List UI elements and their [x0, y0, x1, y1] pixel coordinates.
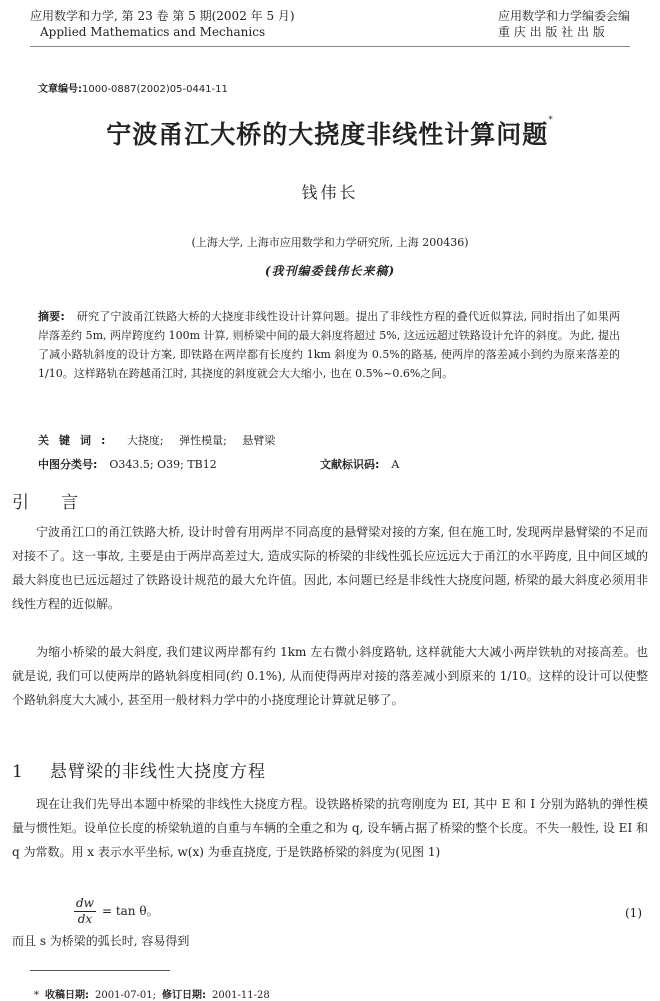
equation-numerator: dw — [76, 896, 94, 910]
journal-name-en: Applied Mathematics and Mechanics — [40, 25, 266, 39]
received-date: 2001-07-01; — [95, 990, 157, 1001]
paper-title — [0, 115, 660, 151]
keywords-label: 关键词: — [38, 434, 116, 447]
classification-number — [38, 456, 217, 472]
publisher-line-2: 重 庆 出 版 社 出 版 — [497, 25, 605, 39]
revised-label: 修订日期: — [162, 990, 207, 1001]
section-1-paragraph-text: 现在让我们先导出本题中桥梁的非线性大挠度方程。设铁路桥梁的抗弯刚度为 EI, 其中 E 和 I 分别为路轨的弹性模量与惯性矩。设单位长度的桥梁轨道的自重与车辆的全重之和为 q, 设车辆占据了桥梁的整个长度。不失一般性, 设 EI 和 q 为常数。用 x 表示水平坐标, w(x) 为垂直挠度, 于是铁路桥梁的斜度为(见图 1) — [12, 797, 648, 859]
equation-number: (1) — [625, 906, 642, 920]
footnote — [34, 986, 270, 1001]
document-code-value: A — [391, 458, 400, 471]
article-number-value: 1000-0887(2002)05-0441-11 — [82, 84, 228, 95]
section-1-number: 1 — [12, 762, 24, 782]
revised-date: 2001-11-28 — [212, 990, 270, 1001]
recommendation-note: (我刊编委钱伟长来稿) — [264, 264, 396, 278]
paper-title-text: 宁波甬江大桥的大挠度非线性计算问题 — [106, 120, 549, 149]
equation-denominator: dx — [77, 912, 93, 926]
journal-header-left — [30, 8, 295, 40]
keyword-item: 大挠度; — [126, 434, 164, 447]
section-1-title: 悬臂梁的非线性大挠度方程 — [50, 762, 266, 782]
intro-paragraph-2-text: 为缩小桥梁的最大斜度, 我们建议两岸都有约 1km 左右微小斜度路轨, 这样就能大大减小两岸铁轨的对接高差。也就是说, 我们可以使两岸的路轨斜度相同(约 0.1%), 从而使得两岸对接的落差减小到原来的 1/10。这样的设计可以使整个路轨斜度大大减小, 甚至用一般材料力学中的小挠度理论计算就足够了。 — [12, 645, 648, 707]
section-1-paragraph — [12, 792, 648, 864]
journal-header-right — [498, 8, 630, 40]
intro-paragraph-1-text: 宁波甬江口的甬江铁路大桥, 设计时曾有用两岸不同高度的悬臂梁对接的方案, 但在施工时, 发现两岸悬臂梁的不足而对接不了。这一事故, 主要是由于两岸高差过大, 造成实际的桥梁的非线性弧长应远远大于甬江的水平跨度, 且中间区域的最大斜度也已远远超过了铁路设计规范的最大允许值。因此, 本问题已经是非线性大挠度问题, 桥梁的最大斜度必须用非线性方程的近似解。 — [12, 525, 648, 611]
article-number — [38, 80, 228, 95]
footnote-divider — [30, 970, 170, 971]
keyword-item: 弹性模量; — [179, 434, 227, 447]
intro-heading-char-1: 引 — [12, 493, 31, 513]
equation-1 — [74, 896, 159, 927]
intro-heading-char-2: 言 — [61, 493, 80, 513]
abstract — [38, 307, 620, 383]
equation-fraction — [74, 896, 96, 927]
document-code-label: 文献标识码: — [320, 458, 380, 471]
affiliation: (上海大学, 上海市应用数学和力学研究所, 上海 200436) — [191, 236, 469, 249]
classification-value: O343.5; O39; TB12 — [109, 458, 217, 471]
section-1-heading — [12, 757, 266, 782]
title-footnote-mark: * — [548, 115, 554, 125]
journal-name-cn: 应用数学和力学, 第 23 卷 第 5 期(2002 年 5 月) — [30, 9, 295, 23]
abstract-label: 摘要: — [38, 310, 65, 323]
publisher-line-1: 应用数学和力学编委会编 — [497, 9, 630, 23]
header-divider — [30, 46, 630, 47]
article-number-label: 文章编号: — [38, 84, 82, 95]
keywords — [38, 432, 287, 448]
abstract-text: 研究了宁波甬江铁路大桥的大挠度非线性设计计算问题。提出了非线性方程的叠代近似算法, 同时指出了如果两岸落差约 5m, 两岸跨度约 100m 计算, 则桥梁中间的最大斜度将超过 5%, 这远远超过铁路设计允许的斜度。为此, 提出了减小路轨斜度的设计方案, 即铁路在两岸都有长度约 1km 斜度为 0.5%的路基, 使两岸的落差减小到约为原来落差的 1/10。这样路轨在跨越甬江时, 其挠度的斜度就会大大缩小, 也在 0.5%~0.6%之间。 — [38, 310, 620, 380]
after-equation-text: 而且 s 为桥梁的弧长时, 容易得到 — [12, 934, 190, 948]
received-label: 收稿日期: — [45, 990, 89, 1001]
equation-rhs: = tan θ。 — [101, 904, 159, 918]
intro-paragraph-2 — [12, 640, 648, 712]
intro-heading — [12, 488, 80, 513]
footnote-mark: * — [34, 990, 39, 1001]
keyword-item: 悬臂梁 — [242, 434, 276, 447]
intro-paragraph-1 — [12, 520, 648, 616]
classification-label: 中图分类号: — [38, 458, 98, 471]
author: 钱伟长 — [301, 183, 359, 202]
document-code — [320, 456, 399, 472]
